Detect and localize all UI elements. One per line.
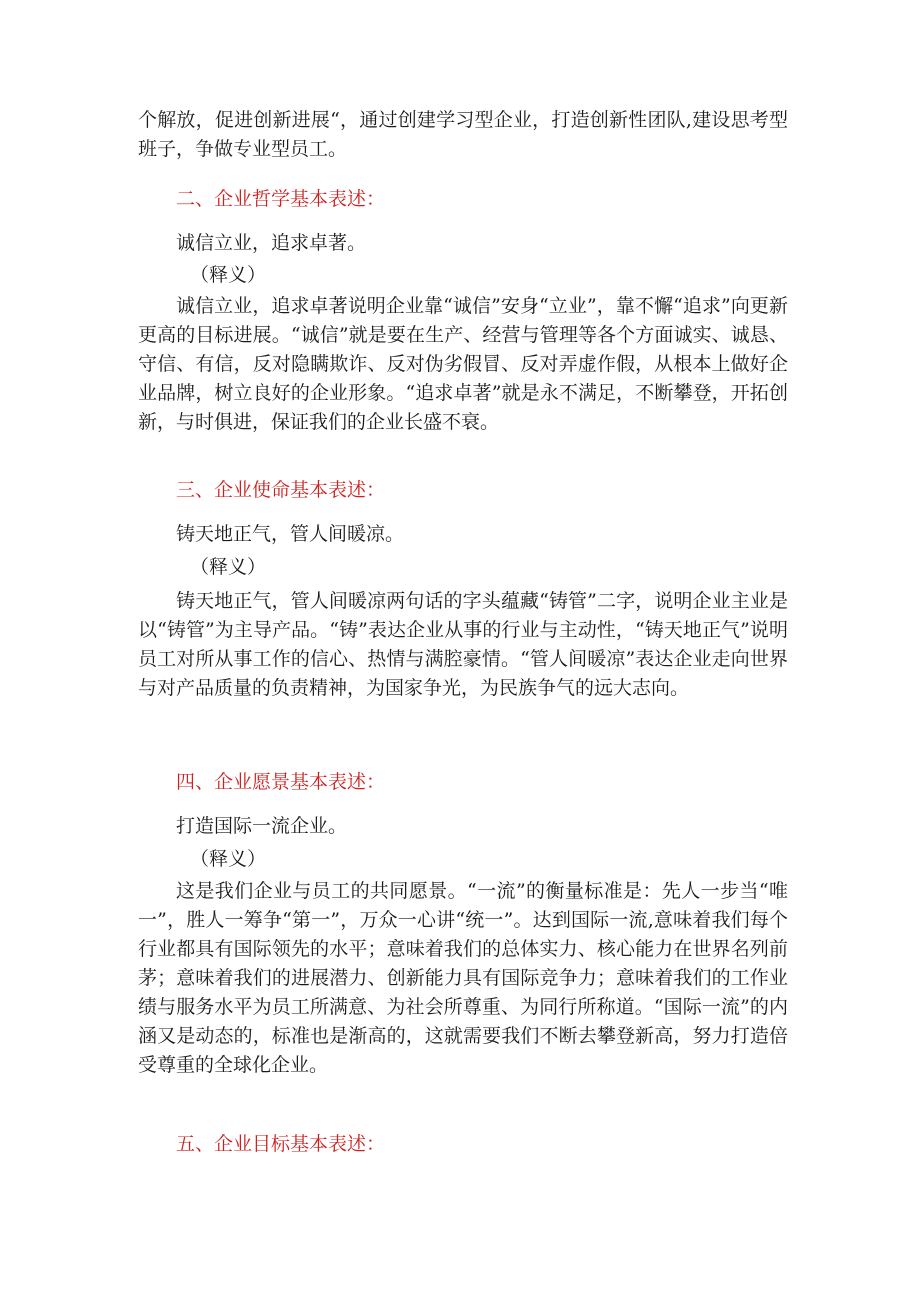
section-heading-mission: 三、企业使命基本表述： xyxy=(176,479,386,501)
mission-note-label: （释义） xyxy=(190,556,267,578)
vision-note-label: （释义） xyxy=(190,848,267,870)
philosophy-note-label: （释义） xyxy=(190,264,267,286)
intro-paragraph: 个解放，促进创新进展“，通过创建学习型企业，打造创新性团队,建设思考型班子，争做专业型员工。 xyxy=(138,109,788,160)
mission-statement: 铸天地正气，管人间暖凉。 xyxy=(176,523,405,545)
vision-statement: 打造国际一流企业。 xyxy=(176,815,348,837)
philosophy-body: 诚信立业，追求卓著说明企业靠“诚信”安身“立业”，靠不懈“追求”向更新更高的目标进展。“诚信”就是要在生产、经营与管理等各个方面诚实、诚恳、守信、有信，反对隐瞒欺诈、反对伪劣假冒、反对弄虚作假，从根本上做好企业品牌，树立良好的企业形象。“追求卓著”就是永不满足，不断攀登，开拓创新，与时俱进，保证我们的企业长盛不衰。 xyxy=(138,295,788,433)
section-heading-goal: 五、企业目标基本表述： xyxy=(176,1133,386,1155)
vision-body: 这是我们企业与员工的共同愿景。“一流”的衡量标准是：先人一步当“唯一”，胜人一筹争“第一”，万众一心讲“统一”。达到国际一流,意味着我们每个行业都具有国际领先的水平；意味着我们的总体实力、核心能力在世界名列前茅；意味着我们的进展潜力、创新能力具有国际竞争力；意味着我们的工作业绩与服务水平为员工所满意、为社会所尊重、为同行所称道。“国际一流”的内涵又是动态的，标准也是渐高的，这就需要我们不断去攀登新高，努力打造倍受尊重的全球化企业。 xyxy=(138,880,788,1076)
mission-body: 铸天地正气，管人间暖凉两句话的字头蕴藏“铸管”二字，说明企业主业是以“铸管”为主导产品。“铸”表达企业从事的行业与主动性，“铸天地正气”说明员工对所从事工作的信心、热情与满腔豪情。“管人间暖凉”表达企业走向世界与对产品质量的负责精神，为国家争光，为民族争气的远大志向。 xyxy=(138,590,788,699)
philosophy-statement: 诚信立业，追求卓著。 xyxy=(176,232,367,254)
section-heading-vision: 四、企业愿景基本表述： xyxy=(176,771,386,793)
section-heading-philosophy: 二、企业哲学基本表述： xyxy=(176,188,386,210)
